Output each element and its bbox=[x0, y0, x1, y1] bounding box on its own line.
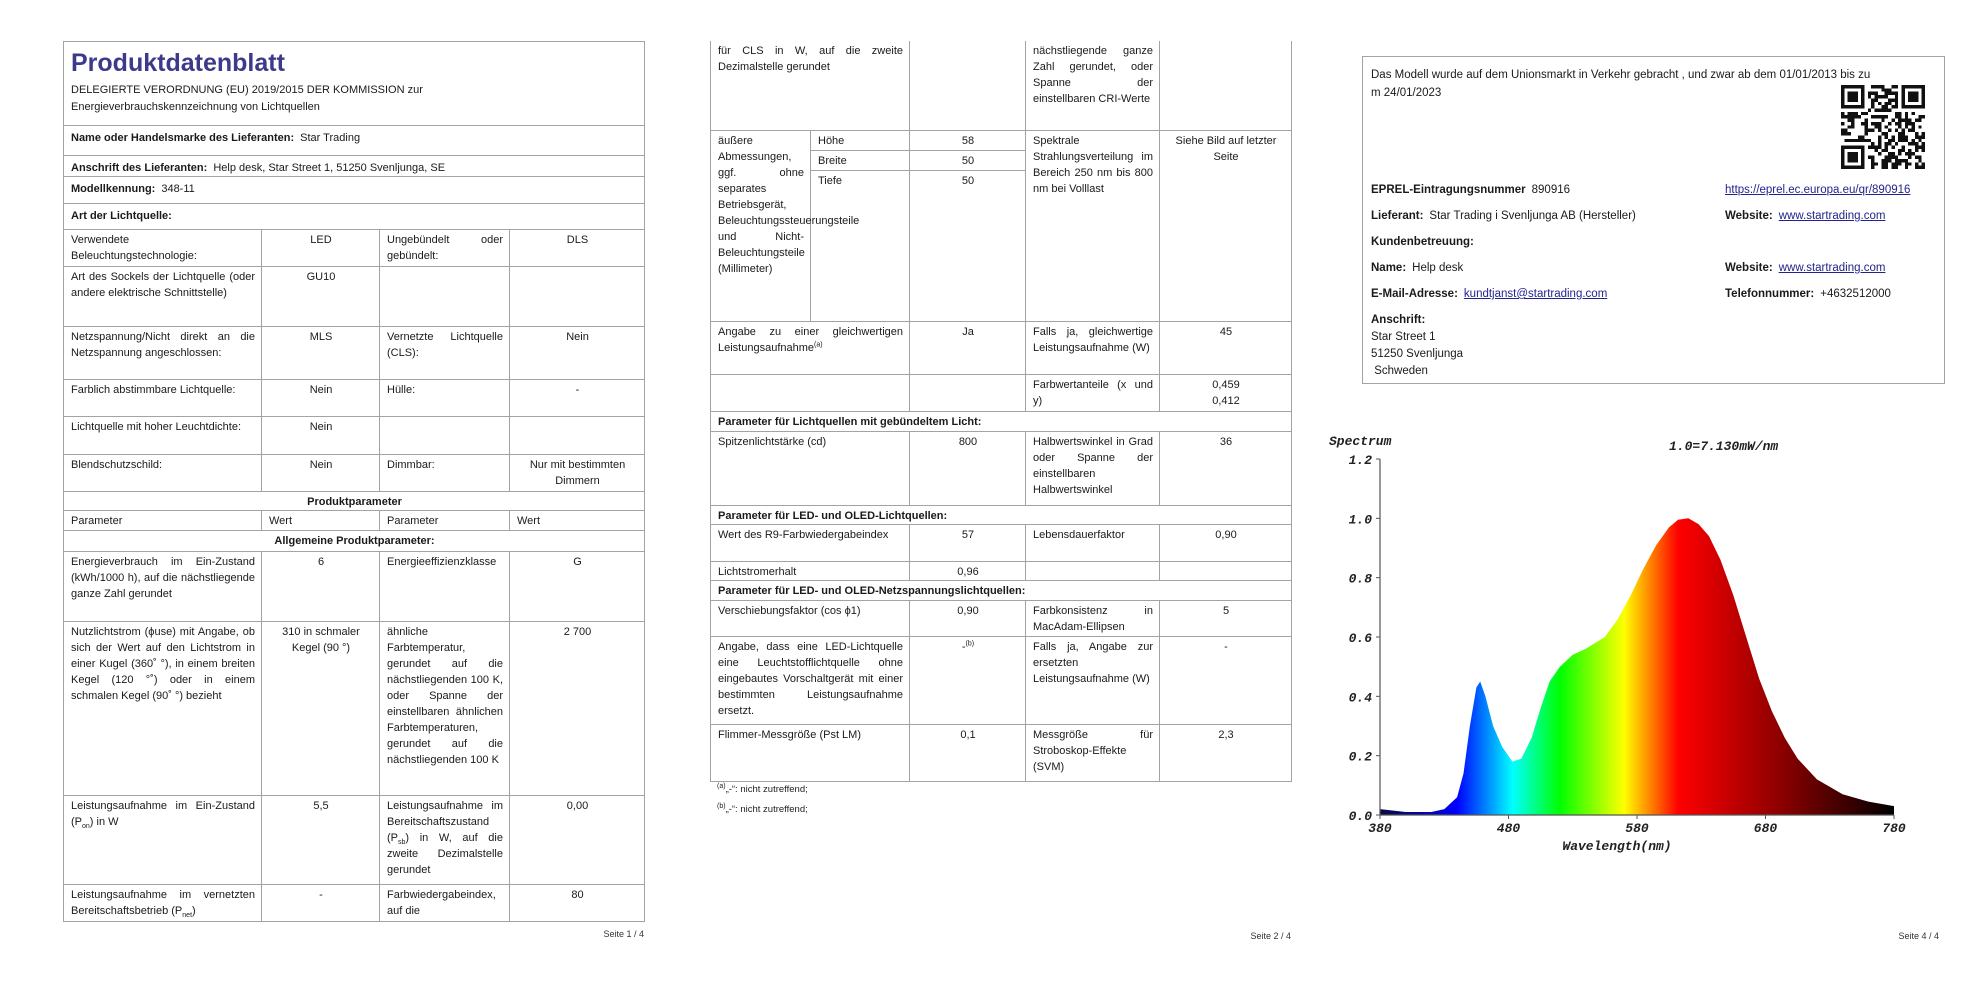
param-row bbox=[64, 622, 645, 796]
table-cell bbox=[1026, 724, 1160, 781]
cell-text: Breite bbox=[818, 154, 847, 167]
x-tick-label: 780 bbox=[1882, 821, 1906, 836]
table-cell bbox=[811, 170, 910, 321]
param-row bbox=[711, 524, 1292, 561]
table-cell bbox=[262, 417, 380, 455]
page-number-1: Seite 1 / 4 bbox=[603, 929, 644, 939]
table-cell bbox=[262, 380, 380, 417]
cell-text: 2,3 bbox=[1218, 728, 1234, 741]
table-cell bbox=[910, 724, 1026, 781]
footnote-b bbox=[717, 804, 808, 815]
cell-text: Spektrale Strahlungsverteilung im Bereich 250 nm bis 800 nm bei Volllast bbox=[1033, 134, 1153, 195]
dimensions-row bbox=[711, 130, 1292, 150]
table-cell bbox=[64, 204, 645, 230]
supplier-row bbox=[1371, 210, 1636, 222]
table-cell bbox=[510, 267, 645, 327]
cell-text-part: Angabe zu einer gleichwertigen Leistungsaufnahme bbox=[718, 325, 903, 354]
cell-text: Lebensdauerfaktor bbox=[1033, 528, 1125, 541]
table-cell bbox=[1026, 561, 1160, 580]
cell-text: Lichtquelle mit hoher Leuchtdichte: bbox=[71, 421, 241, 433]
cell-text: Halbwertswinkel in Grad oder Spanne der einstellbaren Halbwertswinkel bbox=[1033, 435, 1153, 496]
cell-text: Nein bbox=[309, 421, 333, 433]
cell-text: 50 bbox=[961, 154, 975, 167]
cell-text: Energieeffizienzklasse bbox=[387, 556, 497, 568]
table-cell bbox=[64, 267, 262, 327]
table-cell bbox=[64, 417, 262, 455]
footnote-marker: (b) bbox=[717, 802, 726, 810]
light-type-row bbox=[64, 230, 645, 267]
cell-text: Siehe Bild auf letzter Seite bbox=[1175, 134, 1277, 163]
light-type-row bbox=[64, 327, 645, 380]
website2-link[interactable]: www.startrading.com bbox=[1778, 262, 1886, 274]
title-row bbox=[64, 42, 645, 126]
table-cell bbox=[510, 327, 645, 380]
cell-text: Nein bbox=[309, 459, 333, 471]
supplier-label: Lieferant: bbox=[1371, 210, 1424, 222]
table-cell bbox=[1160, 724, 1292, 781]
cell-text: 2 700 bbox=[563, 626, 592, 638]
page-title: Produktdatenblatt bbox=[71, 49, 285, 77]
table-cell bbox=[1026, 636, 1160, 724]
param-row bbox=[711, 431, 1292, 505]
qr-code-icon bbox=[1841, 85, 1925, 169]
cell-text: Nein bbox=[566, 331, 589, 343]
cell-text: 50 bbox=[961, 174, 975, 187]
column-header bbox=[510, 511, 645, 531]
section-row bbox=[711, 580, 1292, 600]
cell-text: für CLS in W, auf die zweite Dezimalstelle gerundet bbox=[718, 45, 903, 73]
cell-text-part: on bbox=[82, 823, 90, 831]
address-line: Schweden bbox=[1371, 365, 1428, 377]
name-row bbox=[1371, 262, 1463, 274]
cell-text: 57 bbox=[961, 528, 975, 541]
table-cell bbox=[380, 552, 510, 622]
cell-text: - bbox=[1224, 640, 1228, 653]
table-cell bbox=[910, 321, 1026, 374]
table-cell bbox=[380, 230, 510, 267]
cell-text: Spitzenlichtstärke (cd) bbox=[718, 435, 827, 448]
table-cell bbox=[711, 374, 910, 411]
regulation-subtitle bbox=[71, 82, 638, 116]
y-tick-label: 0.8 bbox=[1348, 571, 1372, 587]
chart-annotation: 1.0=7.130mW/nm bbox=[1669, 439, 1779, 454]
email-label: E-Mail-Adresse: bbox=[1371, 288, 1458, 300]
column-header bbox=[262, 511, 380, 531]
table-cell bbox=[64, 42, 645, 126]
table-cell bbox=[910, 170, 1026, 321]
info-value: Star Trading bbox=[300, 132, 361, 144]
table-cell bbox=[380, 380, 510, 417]
cell-text: Angabe, dass eine LED-Lichtquelle eine Leuchtstofflichtquelle ohne eingebautes Vorschaltgerät mit einer bestimmten Leistungsaufnahme ersetzt. bbox=[718, 640, 903, 717]
table-cell bbox=[380, 417, 510, 455]
cell-text: 0,00 bbox=[566, 800, 589, 812]
table-cell bbox=[1026, 600, 1160, 636]
table-cell bbox=[711, 580, 1292, 600]
cell-text: Farbwiedergabeindex, auf die bbox=[387, 889, 496, 917]
info-row bbox=[64, 204, 645, 230]
info-label: Art der Lichtquelle: bbox=[71, 210, 172, 222]
eprel-number: 890916 bbox=[1531, 184, 1571, 196]
cell-text: Wert des R9-Farbwiedergabeindex bbox=[718, 528, 889, 541]
subtitle-line: DELEGIERTE VERORDNUNG (EU) 2019/2015 DER KOMMISSION zur bbox=[71, 84, 423, 96]
table-cell bbox=[510, 885, 645, 922]
table-cell bbox=[1160, 600, 1292, 636]
cell-text: Lichtstromerhalt bbox=[718, 565, 797, 578]
table-cell bbox=[1026, 524, 1160, 561]
cell-text: Ungebündelt oder gebündelt: bbox=[387, 234, 503, 262]
cell-text: 800 bbox=[958, 435, 978, 448]
email-row bbox=[1371, 288, 1607, 300]
cell-text: Verwendete Beleuchtungstechnologie: bbox=[71, 234, 197, 262]
cell-text: Falls ja, gleichwertige Leistungsaufnahme (W) bbox=[1033, 325, 1153, 354]
cell-text-part: ) in W, auf die zweite Dezimalstelle gerundet bbox=[387, 832, 503, 876]
footnote-marker: (a) bbox=[717, 782, 726, 790]
cell-text: Tiefe bbox=[818, 174, 843, 187]
table-cell bbox=[380, 622, 510, 796]
table-cell bbox=[64, 885, 262, 922]
x-tick-label: 480 bbox=[1496, 821, 1521, 836]
cell-text: 6 bbox=[317, 556, 325, 568]
qr-modules bbox=[1841, 85, 1925, 169]
cell-text: 45 bbox=[1219, 325, 1233, 338]
footnote-text: „-“: nicht zutreffend; bbox=[725, 784, 808, 795]
header-row bbox=[64, 511, 645, 531]
table-cell bbox=[1026, 130, 1160, 321]
cell-line: 0,412 bbox=[1212, 394, 1240, 407]
cell-text-part: ) bbox=[192, 905, 196, 917]
table-cell bbox=[64, 156, 645, 177]
cell-text: Messgröße für Stroboskop-Effekte (SVM) bbox=[1033, 728, 1153, 773]
table-cell bbox=[910, 524, 1026, 561]
cell-text: Energieverbrauch im Ein-Zustand (kWh/1000 h), auf die nächstliegende ganze Zahl gerundet bbox=[71, 556, 255, 600]
table-cell bbox=[711, 411, 1292, 431]
table-cell bbox=[262, 552, 380, 622]
table-cell bbox=[1160, 431, 1292, 505]
table-cell bbox=[910, 561, 1026, 580]
y-tick-label: 0.2 bbox=[1348, 749, 1372, 765]
cell-text: Parameter bbox=[387, 515, 439, 527]
cell-text: 0,96 bbox=[957, 565, 979, 578]
y-tick-label: 1.2 bbox=[1348, 453, 1372, 468]
cell-text: Farbwertanteile (x und y) bbox=[1033, 378, 1153, 407]
section-row bbox=[711, 505, 1292, 524]
table-cell bbox=[711, 321, 910, 374]
table-cell bbox=[1160, 130, 1292, 321]
table-cell bbox=[1026, 374, 1160, 411]
table-cell bbox=[711, 600, 910, 636]
cell-text: 0,90 bbox=[1215, 528, 1237, 541]
eprel-label: EPREL-Eintragungsnummer bbox=[1371, 184, 1526, 196]
table-cell bbox=[262, 796, 380, 885]
table-cell bbox=[262, 327, 380, 380]
y-tick-label: 0.6 bbox=[1348, 631, 1372, 646]
table-cell bbox=[64, 455, 262, 492]
table-cell bbox=[910, 600, 1026, 636]
table-cell bbox=[262, 267, 380, 327]
info-label: Anschrift des Lieferanten: bbox=[71, 162, 208, 174]
table-cell bbox=[380, 796, 510, 885]
phone-row bbox=[1725, 288, 1891, 300]
cell-text: Flimmer-Messgröße (Pst LM) bbox=[718, 728, 862, 741]
param-row bbox=[64, 796, 645, 885]
cell-text: Parameter für Lichtquellen mit gebündeltem Licht: bbox=[718, 415, 982, 428]
cell-text: Parameter für LED- und OLED-Netzspannungslichtquellen: bbox=[718, 584, 1026, 597]
light-type-row bbox=[64, 380, 645, 417]
cell-text: Art des Sockels der Lichtquelle (oder andere elektrische Schnittstelle) bbox=[71, 271, 255, 299]
cell-text-part: Leistungsaufnahme im Bereitschaftszustand (P bbox=[387, 800, 503, 844]
cell-text: 36 bbox=[1219, 435, 1233, 448]
section-row bbox=[64, 531, 645, 552]
supplier-value: Star Trading i Svenljunga AB (Hersteller) bbox=[1429, 210, 1636, 222]
cell-text: Netzspannung/Nicht direkt an die Netzspannung angeschlossen: bbox=[71, 331, 255, 359]
table-cell bbox=[711, 41, 910, 130]
table-cell bbox=[510, 380, 645, 417]
cell-text: Parameter bbox=[71, 515, 123, 527]
website-label: Website: bbox=[1725, 210, 1773, 222]
table-cell bbox=[262, 230, 380, 267]
table-cell bbox=[711, 431, 910, 505]
cell-text-part: Leistungsaufnahme im Ein-Zustand (P bbox=[71, 800, 255, 828]
customer-service-label: Kundenbetreuung: bbox=[1371, 236, 1474, 248]
table-cell bbox=[380, 885, 510, 922]
phone-value: +4632512000 bbox=[1820, 288, 1891, 300]
cell-text: G bbox=[573, 556, 582, 568]
info-row bbox=[64, 177, 645, 204]
cell-text: Wert bbox=[517, 515, 541, 527]
cell-text-part: net bbox=[182, 912, 193, 920]
cell-text-part: sb bbox=[398, 839, 406, 847]
name-label: Name: bbox=[1371, 262, 1407, 274]
table-cell bbox=[262, 622, 380, 796]
column-header bbox=[64, 511, 262, 531]
cell-text: 5 bbox=[1222, 604, 1230, 617]
y-tick-label: 0.4 bbox=[1348, 690, 1372, 706]
address-line: Star Street 1 bbox=[1371, 331, 1436, 343]
table-cell bbox=[64, 622, 262, 796]
table-cell bbox=[64, 492, 645, 511]
chart-title: Spectrum bbox=[1329, 434, 1392, 449]
table-cell bbox=[711, 524, 910, 561]
table-cell bbox=[510, 417, 645, 455]
table-cell bbox=[811, 150, 910, 170]
section-row bbox=[711, 411, 1292, 431]
cell-text: Produktparameter bbox=[307, 496, 402, 508]
page-number-2: Seite 2 / 4 bbox=[1250, 931, 1291, 941]
table-cell bbox=[910, 374, 1026, 411]
param-row bbox=[64, 552, 645, 622]
website2-row bbox=[1725, 262, 1885, 274]
eprel-row bbox=[1371, 184, 1570, 196]
light-type-row bbox=[64, 267, 645, 327]
param-row bbox=[64, 885, 645, 922]
cell-text: - bbox=[575, 384, 580, 396]
table-cell bbox=[711, 636, 910, 724]
cell-text: Nein bbox=[309, 384, 333, 396]
cell-text-part: (a) bbox=[814, 340, 823, 348]
table-cell bbox=[711, 561, 910, 580]
address-line: 51250 Svenljunga bbox=[1371, 348, 1464, 360]
column-header bbox=[380, 511, 510, 531]
cell-line: 0,459 bbox=[1212, 378, 1240, 391]
table-cell bbox=[1160, 636, 1292, 724]
table-cell bbox=[711, 724, 910, 781]
cell-text: MLS bbox=[309, 331, 333, 343]
table-cell bbox=[1160, 561, 1292, 580]
cell-text: GU10 bbox=[306, 271, 336, 283]
y-tick-label: 0.0 bbox=[1348, 809, 1372, 824]
table-cell bbox=[380, 327, 510, 380]
table-cell bbox=[1026, 41, 1160, 130]
param-row bbox=[711, 600, 1292, 636]
table-cell bbox=[64, 552, 262, 622]
cell-text: 5,5 bbox=[313, 800, 329, 812]
cell-text: Nur mit bestimmten Dimmern bbox=[529, 459, 626, 487]
table-cell bbox=[64, 796, 262, 885]
light-type-row bbox=[64, 455, 645, 492]
table-cell bbox=[380, 267, 510, 327]
table-cell bbox=[262, 455, 380, 492]
x-tick-label: 680 bbox=[1753, 821, 1778, 836]
info-label: Modellkennung: bbox=[71, 183, 156, 195]
cell-text: 58 bbox=[961, 134, 975, 147]
cell-text: Farbkonsistenz in MacAdam-Ellipsen bbox=[1033, 604, 1153, 633]
cell-text: 0,1 bbox=[960, 728, 976, 741]
table-cell bbox=[1160, 41, 1292, 130]
chromaticity-row bbox=[711, 374, 1292, 411]
footnote-text: „-“: nicht zutreffend; bbox=[725, 804, 808, 815]
website-link[interactable]: www.startrading.com bbox=[1778, 210, 1886, 222]
table-cell bbox=[1160, 374, 1292, 411]
info-label: Name oder Handelsmarke des Lieferanten: bbox=[71, 132, 295, 144]
table-cell bbox=[910, 636, 1026, 724]
cell-text: Wert bbox=[269, 515, 293, 527]
info-value: Help desk, Star Street 1, 51250 Svenljunga, SE bbox=[213, 162, 446, 174]
table-cell bbox=[64, 380, 262, 417]
continued-row bbox=[711, 41, 1292, 130]
table-cell bbox=[510, 622, 645, 796]
table-cell bbox=[510, 796, 645, 885]
email-link[interactable]: kundtjanst@startrading.com bbox=[1463, 288, 1608, 300]
name-value: Help desk bbox=[1412, 262, 1464, 274]
table-cell bbox=[1160, 321, 1292, 374]
cell-text: Vernetzte Lichtquelle (CLS): bbox=[387, 331, 503, 359]
x-axis-label: Wavelength(nm) bbox=[1562, 839, 1672, 854]
info-row bbox=[64, 126, 645, 156]
param-row bbox=[711, 724, 1292, 781]
cell-text: äußere Abmessungen, ggf. ohne separates Betriebsgerät, Beleuchtungssteuerungsteile und Nicht-Beleuchtungsteile (Millimeter) bbox=[718, 134, 860, 275]
table-cell bbox=[380, 455, 510, 492]
cell-text: ähnliche Farbtemperatur, gerundet auf die nächstliegenden 100 K, oder Spanne der einstellbaren ähnlichen Farbtemperaturen, gerundet auf die nächstliegenden 100 K bbox=[387, 626, 503, 766]
eprel-link[interactable]: https://eprel.ec.europa.eu/qr/890916 bbox=[1725, 184, 1911, 196]
cell-text-part: ) in W bbox=[89, 816, 119, 828]
cell-text-part: Leistungsaufnahme im vernetzten Bereitschaftsbetrieb (P bbox=[71, 889, 255, 917]
table-cell bbox=[1026, 431, 1160, 505]
cell-text-part: - bbox=[961, 640, 966, 653]
table-cell bbox=[711, 505, 1292, 524]
param-row bbox=[711, 561, 1292, 580]
table-cell bbox=[510, 230, 645, 267]
table-cell bbox=[910, 150, 1026, 170]
table-cell bbox=[1160, 524, 1292, 561]
cell-text: Höhe bbox=[818, 134, 845, 147]
table-cell bbox=[811, 130, 910, 150]
info-value: 348-11 bbox=[161, 183, 195, 195]
info-row bbox=[64, 156, 645, 177]
table-cell bbox=[262, 885, 380, 922]
cell-text: 0,90 bbox=[957, 604, 979, 617]
subtitle-line: Energieverbrauchskennzeichnung von Lichtquellen bbox=[71, 101, 320, 113]
cell-text: Dimmbar: bbox=[387, 459, 435, 471]
page-number-4: Seite 4 / 4 bbox=[1898, 931, 1939, 941]
table-cell bbox=[910, 41, 1026, 130]
cell-text: Ja bbox=[962, 325, 974, 338]
spectrum-area bbox=[1380, 518, 1894, 815]
table-cell bbox=[64, 230, 262, 267]
footnote-a bbox=[717, 784, 808, 795]
cell-text: - bbox=[319, 889, 323, 901]
table-cell bbox=[1026, 321, 1160, 374]
cell-text: LED bbox=[310, 234, 332, 246]
y-tick-label: 1.0 bbox=[1348, 512, 1372, 528]
cell-text: 310 in schmaler Kegel (90 °) bbox=[282, 626, 360, 654]
cell-text: Nutzlichtstrom (ϕuse) mit Angabe, ob sich der Wert auf den Lichtstrom in einer Kugel (360˚ °), in einem breiten Kegel (120 °˚) oder in einem schmalen Kegel (90˚ °) bezieht bbox=[71, 626, 255, 702]
table-cell bbox=[910, 431, 1026, 505]
market-text-line1: Das Modell wurde auf dem Unionsmarkt in Verkehr gebracht , und zwar ab dem 01/01/2013 bis zu bbox=[1371, 69, 1871, 81]
light-type-row bbox=[64, 417, 645, 455]
table-cell bbox=[510, 552, 645, 622]
product-data-table-page1 bbox=[63, 41, 645, 922]
table-cell bbox=[64, 126, 645, 156]
cell-text: Blendschutzschild: bbox=[71, 459, 163, 471]
cell-text: 80 bbox=[571, 889, 584, 901]
cell-text: DLS bbox=[566, 234, 589, 246]
x-tick-label: 580 bbox=[1625, 821, 1649, 836]
table-cell bbox=[510, 455, 645, 492]
cell-text: Allgemeine Produktparameter: bbox=[274, 535, 435, 547]
table-cell bbox=[64, 177, 645, 204]
product-data-table-page2 bbox=[710, 41, 1292, 782]
equivalent-power-row bbox=[711, 321, 1292, 374]
table-cell bbox=[64, 531, 645, 552]
section-row bbox=[64, 492, 645, 511]
cell-text-part: (b) bbox=[965, 639, 975, 647]
website-row bbox=[1725, 210, 1885, 222]
x-tick-label: 380 bbox=[1368, 821, 1392, 836]
website2-label: Website: bbox=[1725, 262, 1773, 274]
cell-text: Parameter für LED- und OLED-Lichtquellen: bbox=[718, 509, 948, 522]
market-text-line2: m 24/01/2023 bbox=[1371, 87, 1442, 99]
cell-text: Falls ja, Angabe zur ersetzten Leistungsaufnahme (W) bbox=[1033, 640, 1153, 685]
param-row bbox=[711, 636, 1292, 724]
table-cell bbox=[64, 327, 262, 380]
cell-text: nächstliegende ganze Zahl gerundet, oder Spanne der einstellbaren CRI-Werte bbox=[1033, 45, 1153, 105]
table-cell bbox=[910, 130, 1026, 150]
phone-label: Telefonnummer: bbox=[1725, 288, 1815, 300]
spectrum-chart bbox=[1320, 430, 1965, 860]
cell-text: Verschiebungsfaktor (cos ϕ1) bbox=[718, 604, 861, 617]
address-label: Anschrift: bbox=[1371, 314, 1426, 326]
cell-text: Hülle: bbox=[387, 384, 416, 396]
cell-text: Farblich abstimmbare Lichtquelle: bbox=[71, 384, 236, 396]
